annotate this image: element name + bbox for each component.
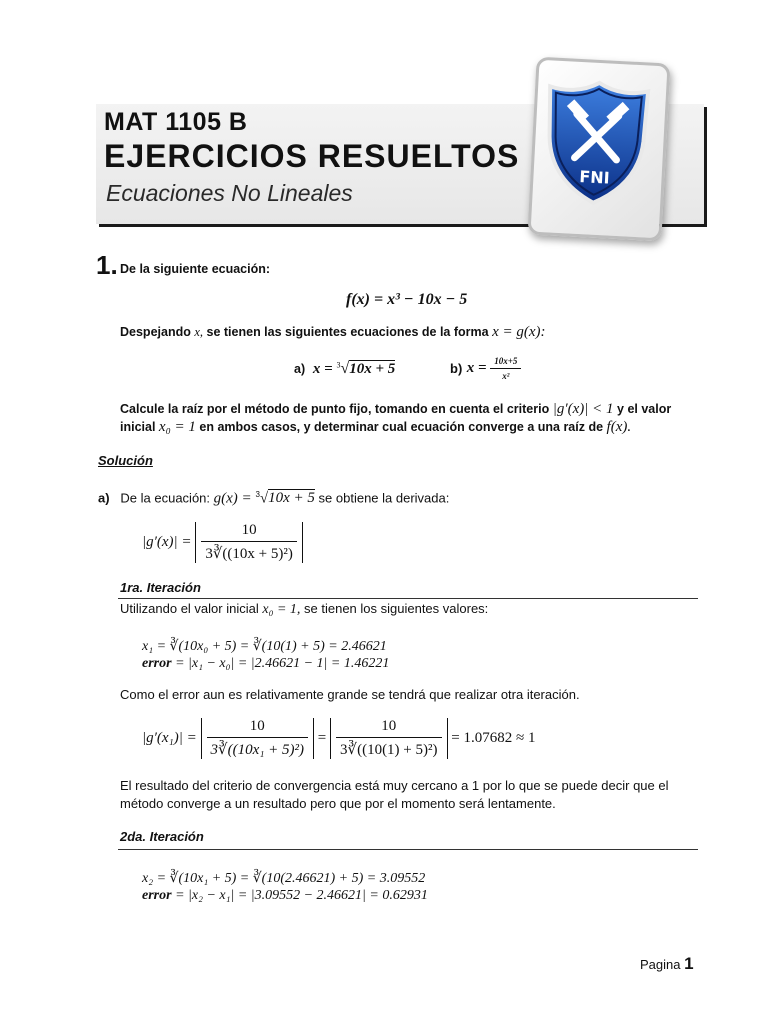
logo-frame (527, 57, 670, 242)
conclusion-line-2: método converge a un resultado pero que por el momento será lentamente. (120, 796, 556, 811)
part-a-label: a) (98, 490, 110, 506)
despejando-text-b: se tienen las siguientes ecuaciones de la forma (206, 325, 489, 339)
instructions-line-2 (120, 419, 631, 436)
part-a-root-index: 3 (255, 490, 260, 499)
solution-heading: Solución (98, 453, 153, 468)
iteration-1-heading: 1ra. Iteración (120, 580, 201, 595)
page-title: EJERCICIOS RESUELTOS (104, 138, 520, 174)
page-number (640, 954, 694, 974)
instr-criterion: |g′(x)| < 1 (552, 401, 614, 417)
iter1-text-1: Utilizando el valor inicial (120, 601, 259, 616)
derivative-formula (142, 522, 303, 563)
divider (118, 849, 698, 850)
radical-icon: √ (340, 360, 350, 377)
instr-text-3: inicial (120, 420, 156, 434)
iteration-2-heading: 2da. Iteración (120, 829, 204, 844)
criterion-den-2: 3∛((10(1) + 5)²) (340, 742, 438, 758)
conclusion-line-1: El resultado del criterio de convergencia está muy cercano a 1 por lo que se puede decir que el (120, 778, 669, 793)
derivative-num: 10 (201, 522, 297, 542)
option-b-lhs: x = (466, 360, 491, 376)
instr-x0: x₀ = 1 (158, 419, 196, 435)
radical-icon: √ (259, 490, 269, 507)
iteration-1-comment: Como el error aun es relativamente grande se tendrá que realizar otra iteración. (120, 687, 580, 702)
derivative-fraction (201, 522, 297, 563)
part-a-radicand: 10x + 5 (268, 490, 315, 507)
instr-text-1: Calcule la raíz por el método de punto fijo, tomando en cuenta el criterio (120, 402, 550, 416)
error-1-value: = |x₁ − x₀| = |2.46621 − 1| = 1.46221 (171, 656, 390, 671)
part-a-g: g(x) = (213, 490, 256, 507)
option-a-root-index: 3 (336, 360, 341, 370)
criterion-fraction-2 (336, 718, 442, 759)
derivative-lhs: |g′(x)| = (142, 534, 196, 550)
derivative-abs (195, 522, 303, 563)
option-a (294, 360, 395, 378)
criterion-fraction-1 (207, 718, 309, 759)
course-code: MAT 1105 B (104, 108, 248, 136)
error-1-line (142, 656, 389, 672)
main-equation: f(x) = x³ − 10x − 5 (346, 291, 468, 308)
problem-intro: De la siguiente ecuación: (120, 262, 271, 276)
despejando-text-a: Despejando (120, 325, 191, 339)
criterion-num-1: 10 (207, 718, 309, 738)
error-2-value: = |x₂ − x₁| = |3.09552 − 2.46621| = 0.62931 (171, 888, 428, 903)
error-1-label: error (142, 656, 172, 671)
criterion-equals: = (317, 730, 331, 746)
instructions-line-1 (120, 401, 671, 418)
criterion-num-2: 10 (336, 718, 442, 738)
option-b-num: 10x+5 (490, 356, 521, 369)
x1-calculation: x₁ = ∛(10x₀ + 5) = ∛(10(1) + 5) = 2.46621 (142, 639, 387, 654)
option-a-label: a) (294, 362, 306, 376)
criterion-den-1: 3∛((10x₁ + 5)²) (210, 742, 305, 758)
criterion-formula (142, 718, 535, 759)
option-b-fraction (490, 356, 521, 381)
iter1-x0: x₀ = 1, (262, 602, 301, 617)
criterion-lhs: |g′(x₁)| = (142, 730, 201, 746)
option-b-label: b) (450, 361, 463, 376)
page-label: Pagina (640, 957, 681, 972)
iter1-text-2: se tienen los siguientes valores: (304, 601, 489, 616)
x2-calculation: x₂ = ∛(10x₁ + 5) = ∛(10(2.46621) + 5) = 3.09552 (142, 871, 426, 886)
option-b-den: x² (502, 371, 510, 381)
error-2-label: error (142, 888, 172, 903)
divider (118, 598, 698, 599)
instr-fx: f(x). (606, 419, 632, 435)
problem-number: 1. (96, 250, 118, 280)
derivative-den: 3∛((10x + 5)²) (205, 546, 293, 562)
logo-text: FNI (578, 167, 611, 188)
instr-text-2: y el valor (617, 402, 672, 416)
despejando-line (120, 324, 546, 341)
instr-text-4: en ambos casos, y determinar cual ecuación converge a una raíz de (199, 420, 604, 434)
criterion-abs-1 (201, 718, 315, 759)
part-a-line (98, 490, 449, 507)
option-b (450, 356, 521, 381)
criterion-abs-2 (330, 718, 448, 759)
criterion-result: = 1.07682 ≈ 1 (451, 730, 536, 746)
despejando-var: x, (194, 325, 204, 339)
option-a-lhs: x = (312, 361, 337, 377)
part-a-text-2: se obtiene la derivada: (318, 490, 450, 506)
option-a-radicand: 10x + 5 (349, 361, 396, 377)
part-a-text-1: De la ecuación: (120, 490, 211, 506)
shield-logo-icon (540, 76, 653, 209)
error-2-line (142, 888, 428, 904)
page-number-value: 1 (684, 954, 694, 973)
iteration-1-intro (120, 601, 488, 618)
forma-equation: x = g(x): (492, 324, 546, 340)
page-subtitle: Ecuaciones No Lineales (106, 180, 353, 206)
